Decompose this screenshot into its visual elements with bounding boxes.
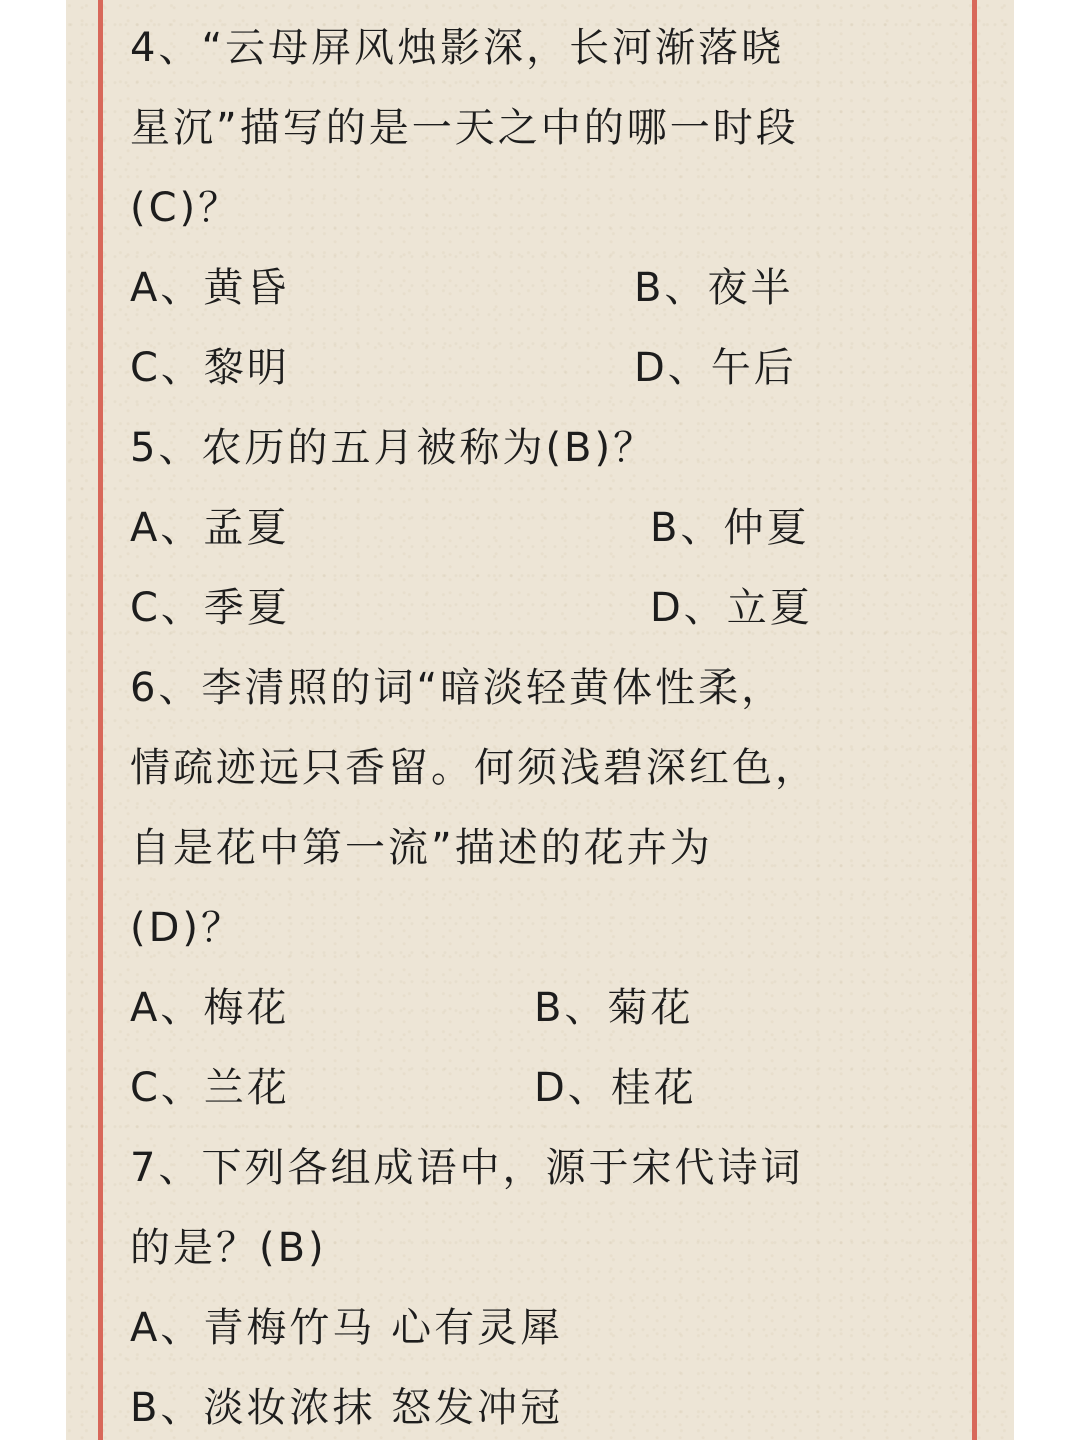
left-red-border (98, 0, 103, 1440)
question-7-answer-a: A、青梅竹马 心有灵犀 (130, 1305, 564, 1351)
question-4-options-row-1 (130, 248, 960, 328)
quiz-content (130, 8, 960, 1440)
option-d: D、午后 (634, 345, 797, 391)
question-6-options-row-2 (130, 1048, 960, 1128)
question-6-line-4: (D)？ (130, 905, 245, 951)
option-a: A、孟夏 (130, 505, 290, 551)
question-4-line-1: 4、“云母屏风烛影深，长河渐落晓 (130, 25, 785, 71)
question-4-line-3: (C)？ (130, 185, 242, 231)
question-7-line-1: 7、下列各组成语中，源于宋代诗词 (130, 1145, 804, 1191)
question-4-line-2: 星沉”描写的是一天之中的哪一时段 (130, 105, 799, 151)
option-c: C、季夏 (130, 585, 290, 631)
question-6-line-3: 自是花中第一流”描述的花卉为 (130, 825, 713, 871)
question-6-line-1: 6、李清照的词“暗淡轻黄体性柔， (130, 665, 785, 711)
option-b: B、菊花 (534, 985, 694, 1031)
question-6-options-row-1 (130, 968, 960, 1048)
option-b: B、仲夏 (650, 505, 810, 551)
option-c: C、兰花 (130, 1065, 290, 1111)
question-7-answer-b: B、淡妆浓抹 怒发冲冠 (130, 1385, 564, 1431)
option-a: A、梅花 (130, 985, 290, 1031)
right-red-border (972, 0, 977, 1440)
question-5-options-row-2 (130, 568, 960, 648)
question-6-line-2: 情疏迹远只香留。何须浅碧深红色， (130, 745, 818, 791)
option-b: B、夜半 (634, 265, 794, 311)
option-c: C、黎明 (130, 345, 290, 391)
option-d: D、桂花 (534, 1065, 697, 1111)
question-5-line-1: 5、农历的五月被称为(B)？ (130, 425, 657, 471)
option-d: D、立夏 (650, 585, 813, 631)
question-5-options-row-1 (130, 488, 960, 568)
quiz-page (66, 0, 1014, 1440)
option-a: A、黄昏 (130, 265, 290, 311)
question-7-line-2: 的是？(B) (130, 1225, 327, 1271)
question-4-options-row-2 (130, 328, 960, 408)
